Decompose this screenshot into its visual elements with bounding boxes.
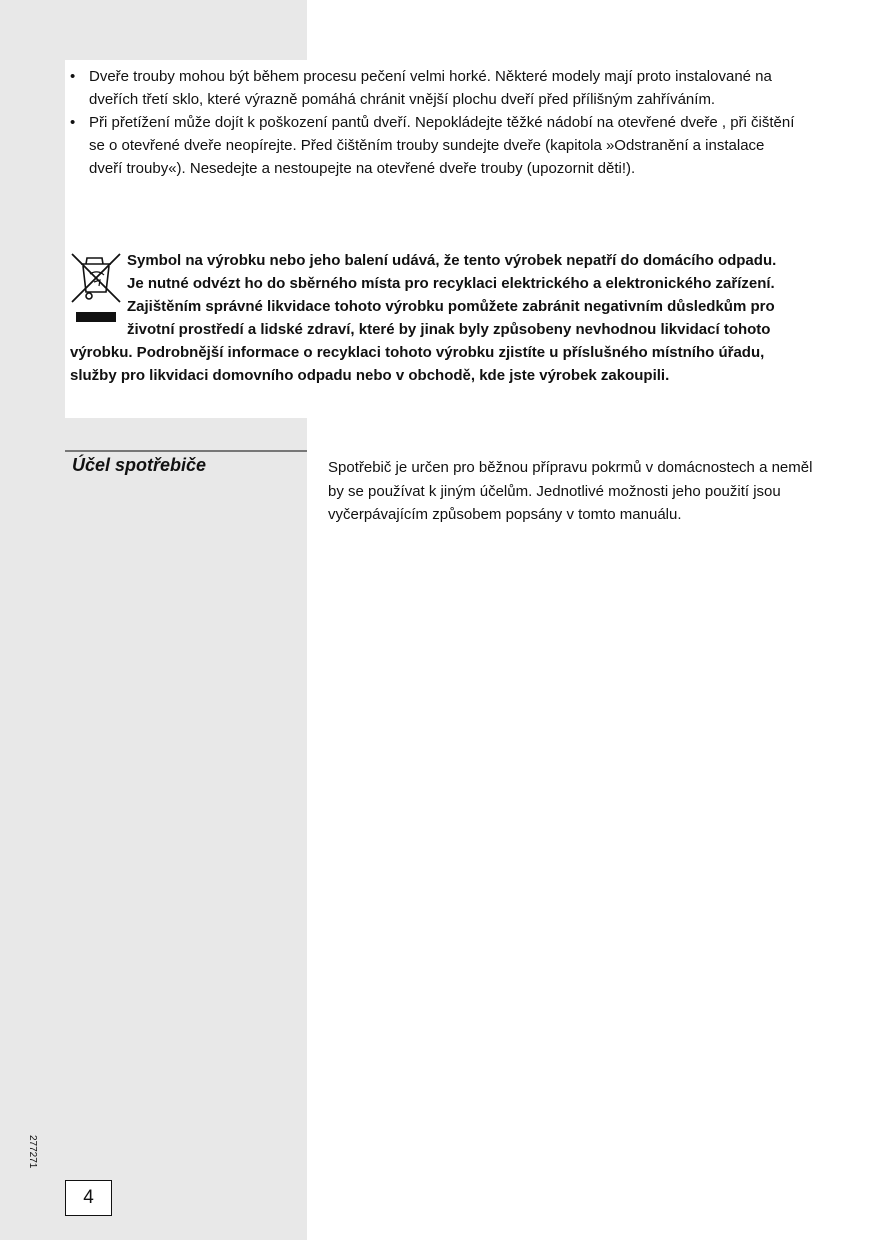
document-code: 277271 [27, 1135, 38, 1169]
list-item [70, 111, 800, 180]
section-divider [65, 450, 307, 452]
bullet-text: Dveře trouby mohou být během procesu pečení velmi horké. Některé modely mají proto instalované na dveřích třetí sklo, které výrazně pomáhá chránit vnější plochu dveří před přílišným zahříváním. [89, 68, 772, 108]
page-number: 4 [65, 1180, 112, 1216]
icon-spacer [70, 249, 127, 341]
list-item [70, 65, 800, 111]
weee-notice-text: Symbol na výrobku nebo jeho balení udává, že tento výrobek nepatří do domácího odpadu. Je nutné odvézt ho do sběrného místa pro recyklaci elektrického a elektronického zařízení. Zajištěním správné likvidace tohoto výrobku pomůžete zabránit negativním důsledkům pro životní prostředí a lidské zdraví, které by jinak byly způsobeny nevhodnou likvidací tohoto výrobku. Podrobnější informace o recyklaci tohoto výrobku zjistíte u příslušného místního úřadu, služby pro likvidaci domovního odpadu nebo v obchodě, kde jste výrobek zakoupili. [70, 252, 777, 384]
bullet-marker: • [70, 68, 76, 85]
section-body: Spotřebič je určen pro běžnou přípravu pokrmů v domácnostech a neměl by se používat k jiným účelům. Jednotlivé možnosti jeho použití jsou vyčerpávajícím způsobem popsány v tomto manuálu. [328, 459, 813, 523]
section-title: Účel spotřebiče [72, 455, 207, 475]
bullet-list [70, 65, 800, 180]
weee-disposal-notice [70, 249, 794, 387]
bullet-text: Při přetížení může dojít k poškození pantů dveří. Nepokládejte těžké nádobí na otevřené dveře , při čištění se o otevřené dveře neopírejte. Před čištěním trouby sundejte dveře (kapitola »Odstranění a instalace dveří trouby«). Nesedejte a nestoupejte na otevřené dveře trouby (upozornit děti!). [89, 114, 795, 177]
bullet-marker: • [70, 114, 76, 131]
